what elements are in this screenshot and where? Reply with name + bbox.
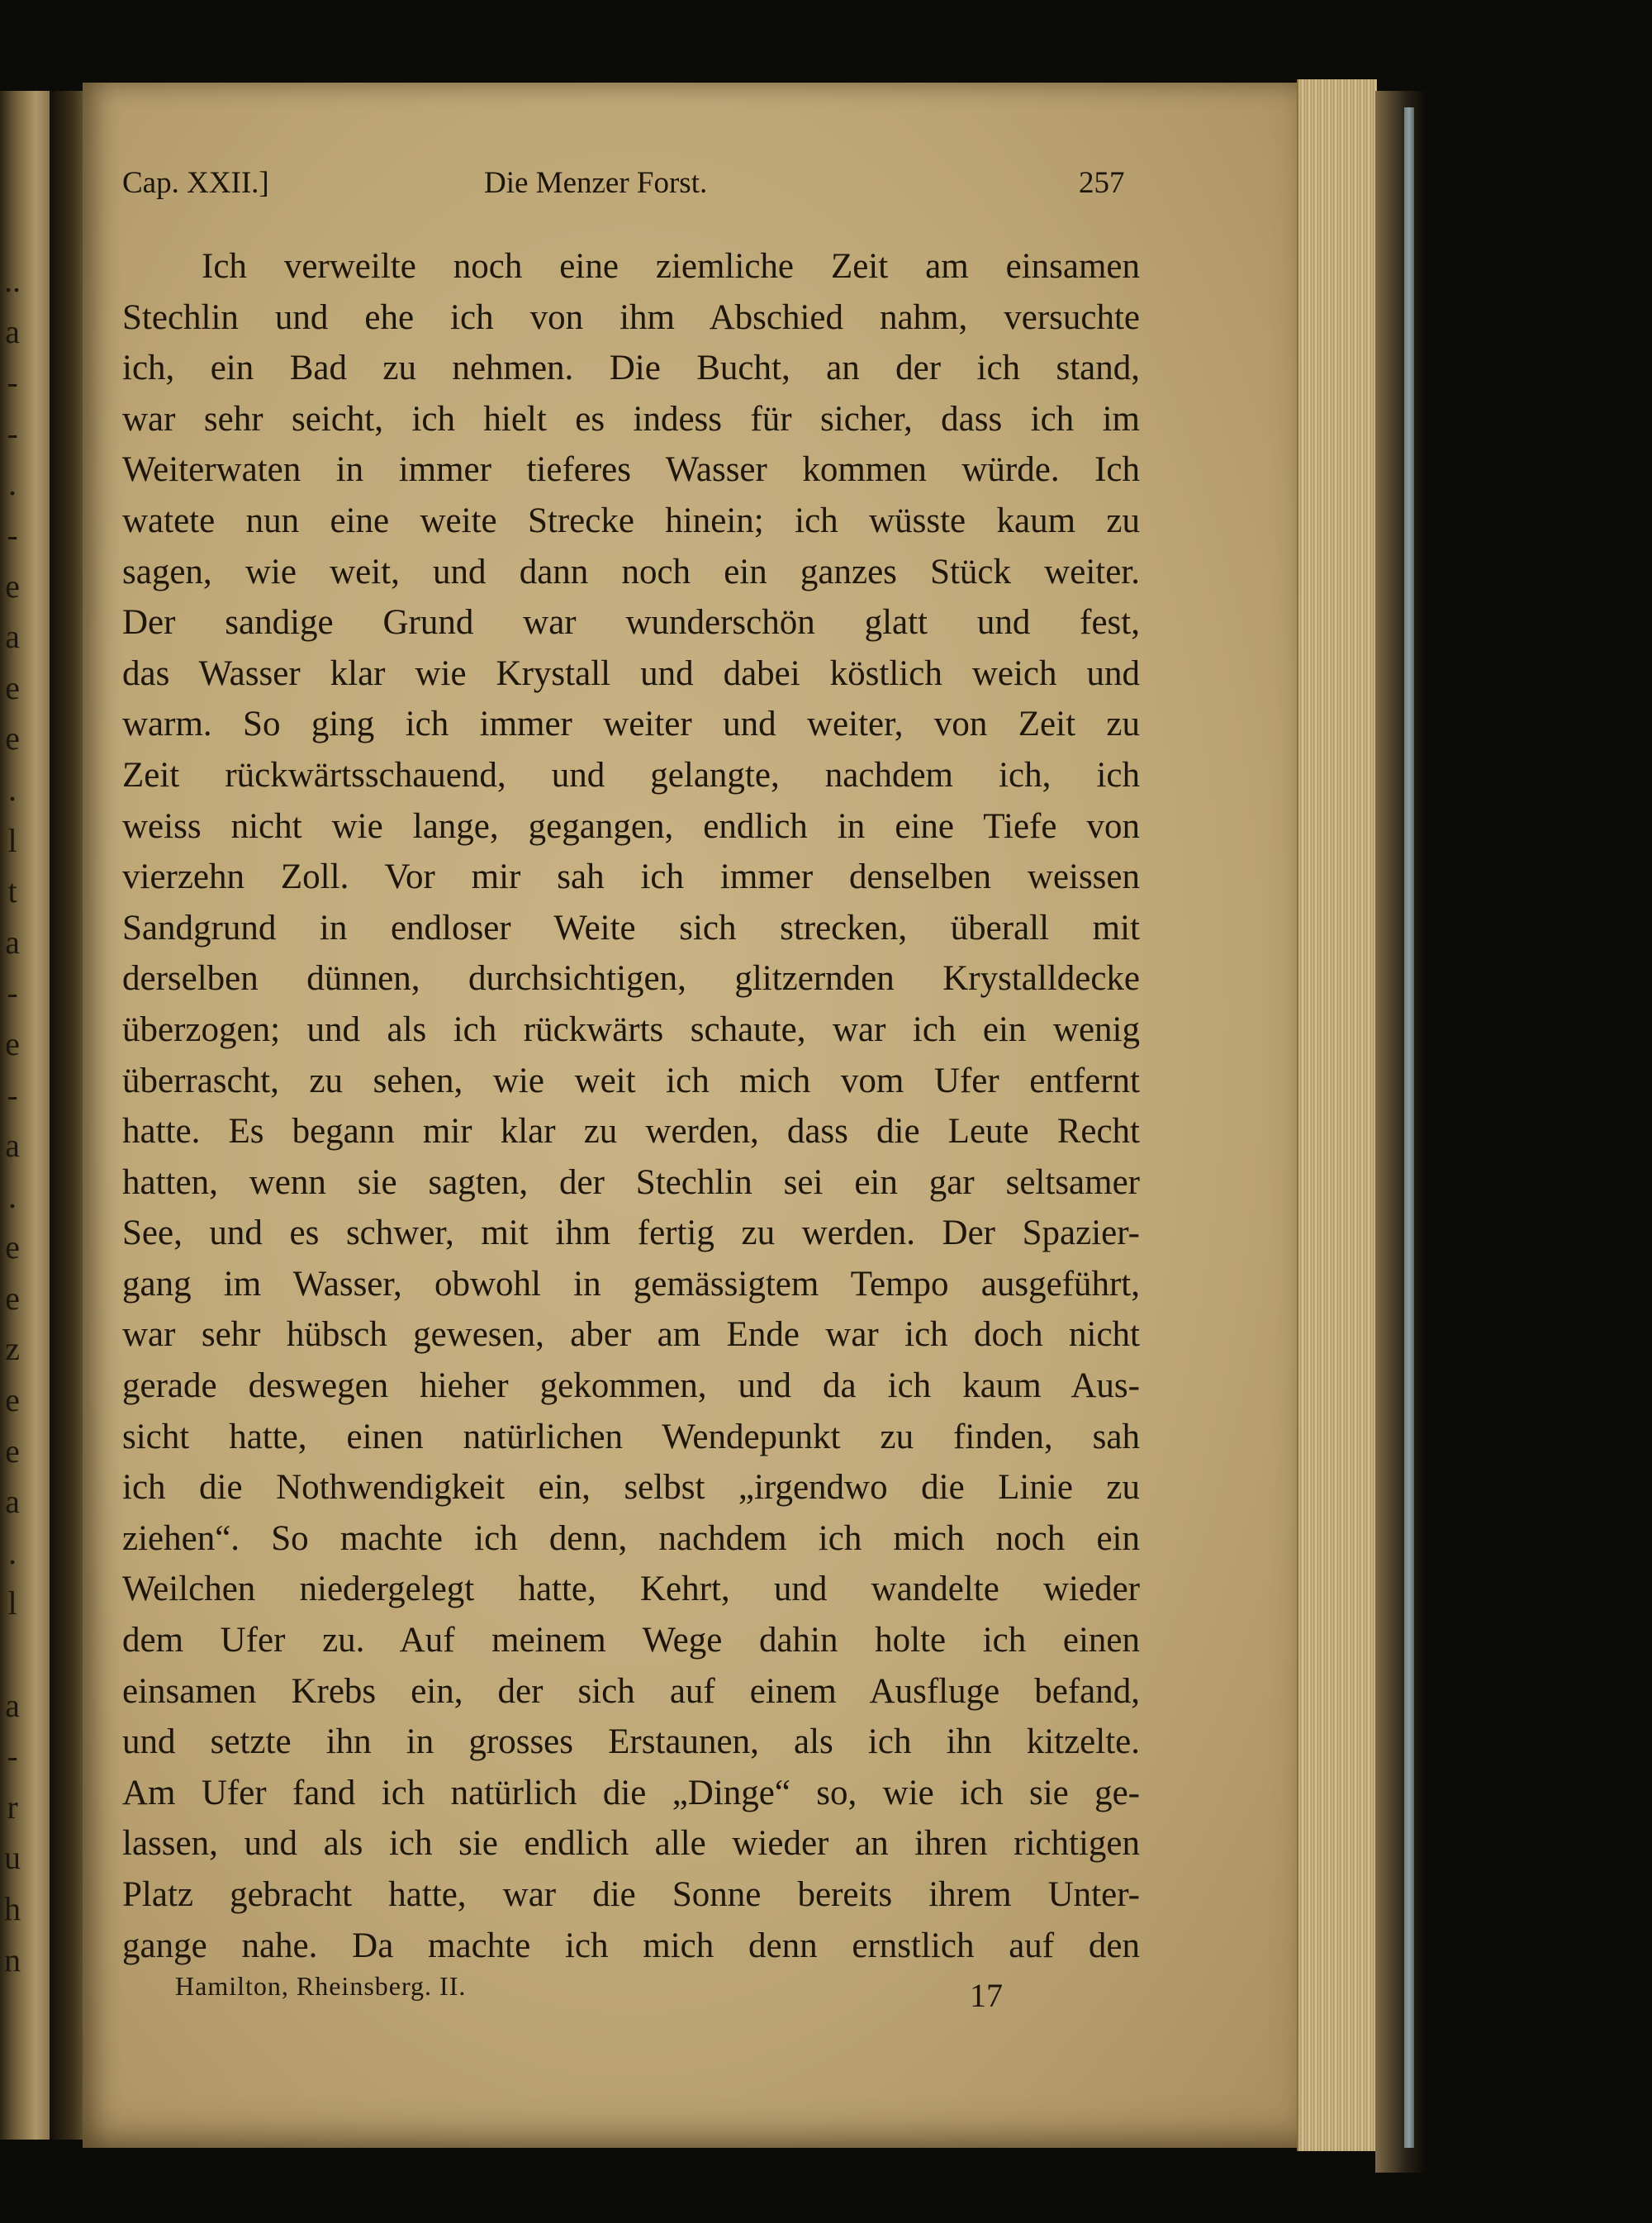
edge-char: . xyxy=(8,465,17,503)
edge-char: l xyxy=(7,821,17,859)
text-line: Der sandige Grund war wunderschön glatt und fest, xyxy=(122,603,1140,643)
signature-number: 17 xyxy=(970,1977,1003,2014)
edge-char: e xyxy=(5,1279,20,1317)
running-title: Die Menzer Forst. xyxy=(484,166,708,200)
edge-char: - xyxy=(7,974,18,1012)
edge-char: . xyxy=(8,1177,17,1215)
edge-char: - xyxy=(7,414,18,452)
left-page-edge xyxy=(0,91,51,2140)
edge-char: - xyxy=(7,363,18,401)
text-line: sicht hatte, einen natürlichen Wendepunkt zu finden, sah xyxy=(122,1417,1140,1456)
edge-char: r xyxy=(7,1788,18,1826)
edge-char: h xyxy=(4,1890,21,1927)
text-line: ich die Nothwendigkeit ein, selbst „irgendwo die Linie zu xyxy=(122,1468,1140,1508)
text-line: Weilchen niedergelegt hatte, Kehrt, und wandelte wieder xyxy=(122,1570,1140,1609)
edge-char: . xyxy=(8,770,17,808)
edge-char: . xyxy=(8,1533,17,1571)
text-line: Weiterwaten in immer tieferes Wasser kommen würde. Ich xyxy=(122,450,1140,490)
text-line: war sehr seicht, ich hielt es indess für sicher, dass ich im xyxy=(122,399,1140,439)
text-line: gange nahe. Da machte ich mich denn ernstlich auf den xyxy=(122,1926,1140,1965)
text-line: See, und es schwer, mit ihm fertig zu werden. Der Spazier- xyxy=(122,1214,1140,1253)
chapter-label: Cap. XXII.] xyxy=(122,166,269,200)
edge-char: e xyxy=(5,1024,20,1062)
text-line: Ich verweilte noch eine ziemliche Zeit am einsamen xyxy=(202,247,1140,286)
text-line: Platz gebracht hatte, war die Sonne bereits ihrem Unter- xyxy=(122,1875,1140,1914)
edge-char: l xyxy=(7,1584,17,1622)
edge-char: .. xyxy=(4,262,21,299)
edge-char: a xyxy=(5,923,20,961)
running-header xyxy=(122,165,1140,207)
text-line: einsamen Krebs ein, der sich auf einem Ausfluge befand, xyxy=(122,1671,1140,1711)
text-line: warm. So ging ich immer weiter und weiter, von Zeit zu xyxy=(122,705,1140,744)
edge-char: - xyxy=(7,1076,18,1114)
text-line: hatte. Es begann mir klar zu werden, dass die Leute Recht xyxy=(122,1112,1140,1152)
text-line: Zeit rückwärtsschauend, und gelangte, nachdem ich, ich xyxy=(122,755,1140,795)
text-line: überzogen; und als ich rückwärts schaute, war ich ein wenig xyxy=(122,1009,1140,1049)
text-line: ich, ein Bad zu nehmen. Die Bucht, an der ich stand, xyxy=(122,349,1140,388)
text-line: ziehen“. So machte ich denn, nachdem ich mich noch ein xyxy=(122,1518,1140,1558)
text-line: weiss nicht wie lange, gegangen, endlich in eine Tiefe von xyxy=(122,806,1140,846)
text-line: gerade deswegen hieher gekommen, und da ich kaum Aus- xyxy=(122,1366,1140,1406)
text-line: sagen, wie weit, und dann noch ein ganzes Stück weiter. xyxy=(122,552,1140,591)
edge-char: e xyxy=(5,567,20,605)
edge-char: a xyxy=(5,618,20,656)
edge-char: a xyxy=(5,1127,20,1165)
text-line: gang im Wasser, obwohl in gemässigtem Tempo ausgeführt, xyxy=(122,1264,1140,1304)
text-line: lassen, und als ich sie endlich alle wieder an ihren richtigen xyxy=(122,1824,1140,1864)
text-line: Stechlin und ehe ich von ihm Abschied nahm, versuchte xyxy=(122,297,1140,337)
text-line: das Wasser klar wie Krystall und dabei köstlich weich und xyxy=(122,653,1140,693)
text-line: derselben dünnen, durchsichtigen, glitzernden Krystalldecke xyxy=(122,959,1140,999)
cover-strip xyxy=(1404,107,1414,2148)
text-line: dem Ufer zu. Auf meinem Wege dahin holte ich einen xyxy=(122,1621,1140,1660)
edge-char: z xyxy=(5,1330,20,1368)
text-line: überrascht, zu sehen, wie weit ich mich vom Ufer entfernt xyxy=(122,1061,1140,1100)
edge-char: a xyxy=(5,1686,20,1724)
text-line: war sehr hübsch gewesen, aber am Ende war ich doch nicht xyxy=(122,1315,1140,1355)
page-footer xyxy=(175,1971,1001,2012)
edge-char: - xyxy=(7,1737,18,1775)
signature-mark: Hamilton, Rheinsberg. II. xyxy=(175,1971,467,2001)
page-fore-edge xyxy=(1297,79,1377,2151)
text-line: vierzehn Zoll. Vor mir sah ich immer denselben weissen xyxy=(122,857,1140,897)
left-page-edge-text xyxy=(0,256,25,1986)
edge-char: u xyxy=(4,1839,21,1877)
edge-char: e xyxy=(5,1228,20,1266)
edge-char: t xyxy=(7,872,17,910)
edge-char: n xyxy=(4,1940,21,1978)
edge-char: e xyxy=(5,1432,20,1470)
edge-char: e xyxy=(5,720,20,758)
edge-char: - xyxy=(7,515,18,553)
body-text xyxy=(122,241,1140,1971)
edge-char: e xyxy=(5,1381,20,1419)
text-line: Am Ufer fand ich natürlich die „Dinge“ so, wie ich sie ge- xyxy=(122,1773,1140,1812)
text-line: Sandgrund in endloser Weite sich strecken, überall mit xyxy=(122,908,1140,948)
text-line: und setzte ihn in grosses Erstaunen, als ich ihn kitzelte. xyxy=(122,1722,1140,1762)
edge-char: a xyxy=(5,312,20,350)
edge-char: a xyxy=(5,1483,20,1521)
edge-char: e xyxy=(5,668,20,706)
text-line: hatten, wenn sie sagten, der Stechlin sei ein gar seltsamer xyxy=(122,1162,1140,1202)
text-line: watete nun eine weite Strecke hinein; ich wüsste kaum zu xyxy=(122,501,1140,540)
book-cover-edge xyxy=(1375,91,1425,2173)
page-number: 257 xyxy=(1079,166,1125,200)
edge-char xyxy=(0,1630,25,1681)
